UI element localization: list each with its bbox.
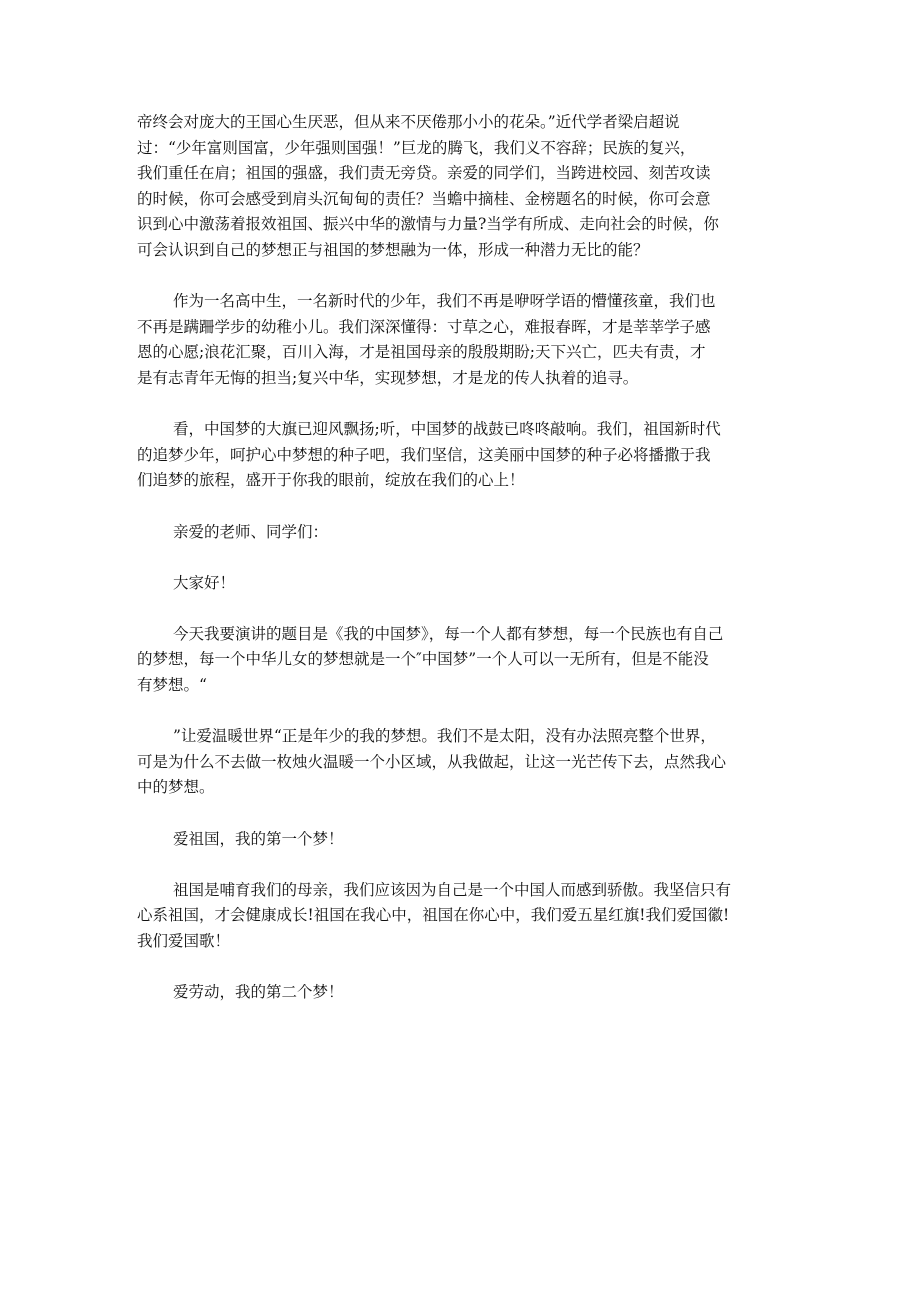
text-line: 的梦想，每一个中华儿女的梦想就是一个″中国梦”一个人可以一无所有，但是不能没 — [137, 650, 709, 669]
text-line: 帝终会对庞大的王国心生厌恶，但从来不厌倦那小小的花朵。”近代学者梁启超说 — [137, 113, 680, 131]
text-line: 看，中国梦的大旗已迎风飘扬;听，中国梦的战鼓已咚咚敲响。我们，祖国新时代 — [173, 420, 721, 439]
text-line: 我们重任在肩；祖国的强盛，我们责无旁贷。亲爱的同学们，当跨进校园、刻苦攻读 — [137, 164, 711, 183]
text-line: 亲爱的老师、同学们： — [173, 522, 329, 541]
paragraph-motherland — [137, 878, 779, 955]
text-line: 作为一名高中生，一名新时代的少年，我们不再是咿呀学语的懵懂孩童，我们也 — [173, 292, 716, 311]
text-line: 恩的心愿;浪花汇聚，百川入海，才是祖国母亲的殷殷期盼;天下兴亡，匹夫有责，才 — [137, 343, 706, 362]
text-line: 是有志青年无悔的担当;复兴中华，实现梦想，才是龙的传人执着的追寻。 — [137, 368, 639, 387]
text-line: 我们爱国歌！ — [137, 932, 231, 950]
salutation — [137, 520, 779, 546]
paragraph-1 — [137, 110, 779, 264]
text-line: 过：“少年富则国富，少年强则国强！”巨龙的腾飞，我们义不容辞；民族的复兴， — [137, 138, 696, 157]
document-body — [137, 110, 779, 1031]
paragraph-topic — [137, 622, 779, 699]
text-line: 不再是蹒跚学步的幼稚小儿。我们深深懂得：寸草之心，难报春晖，才是莘莘学子感 — [137, 317, 711, 336]
text-line: ”让爱温暖世界“正是年少的我的梦想。我们不是太阳，没有办法照亮整个世界， — [173, 727, 716, 746]
text-line: 心系祖国，才会健康成长!祖国在我心中，祖国在你心中，我们爱五星红旗!我们爱国徽! — [137, 906, 730, 925]
text-line: 可会认识到自己的梦想正与祖国的梦想融为一体，形成一种潜力无比的能？ — [137, 240, 649, 259]
text-line: 大家好！ — [173, 573, 236, 592]
heading-second-dream — [137, 980, 779, 1006]
text-line: 祖国是哺育我们的母亲，我们应该因为自己是一个中国人而感到骄傲。我坚信只有 — [173, 880, 732, 899]
text-line: 的追梦少年，呵护心中梦想的种子吧，我们坚信，这美丽中国梦的种子必将播撒于我 — [137, 445, 711, 464]
paragraph-2 — [137, 289, 779, 391]
text-line: 今天我要演讲的题目是《我的中国梦》，每一个人都有梦想，每一个民族也有自己 — [173, 624, 724, 643]
text-line: 们追梦的旅程，盛开于你我的眼前，绽放在我们的心上！ — [137, 471, 525, 490]
text-line: 识到心中激荡着报效祖国、振兴中华的激情与力量?当学有所成、走向社会的时候，你 — [137, 215, 719, 234]
text-line: 有梦想。“ — [137, 676, 207, 695]
text-line: 的时候，你可会感受到肩头沉甸甸的责任？当蟾中摘桂、金榜题名的时候，你可会意 — [137, 189, 711, 208]
greeting — [137, 571, 779, 597]
text-line: 可是为什么不去做一枚烛火温暖一个小区域，从我做起，让这一光芒传下去，点然我心 — [137, 752, 727, 771]
text-line: 爱劳动，我的第二个梦！ — [173, 983, 344, 1002]
text-line: 中的梦想。 — [137, 778, 215, 797]
heading-first-dream — [137, 827, 779, 853]
paragraph-warmth — [137, 724, 779, 801]
text-line: 爱祖国，我的第一个梦！ — [173, 829, 344, 848]
paragraph-3 — [137, 417, 779, 494]
